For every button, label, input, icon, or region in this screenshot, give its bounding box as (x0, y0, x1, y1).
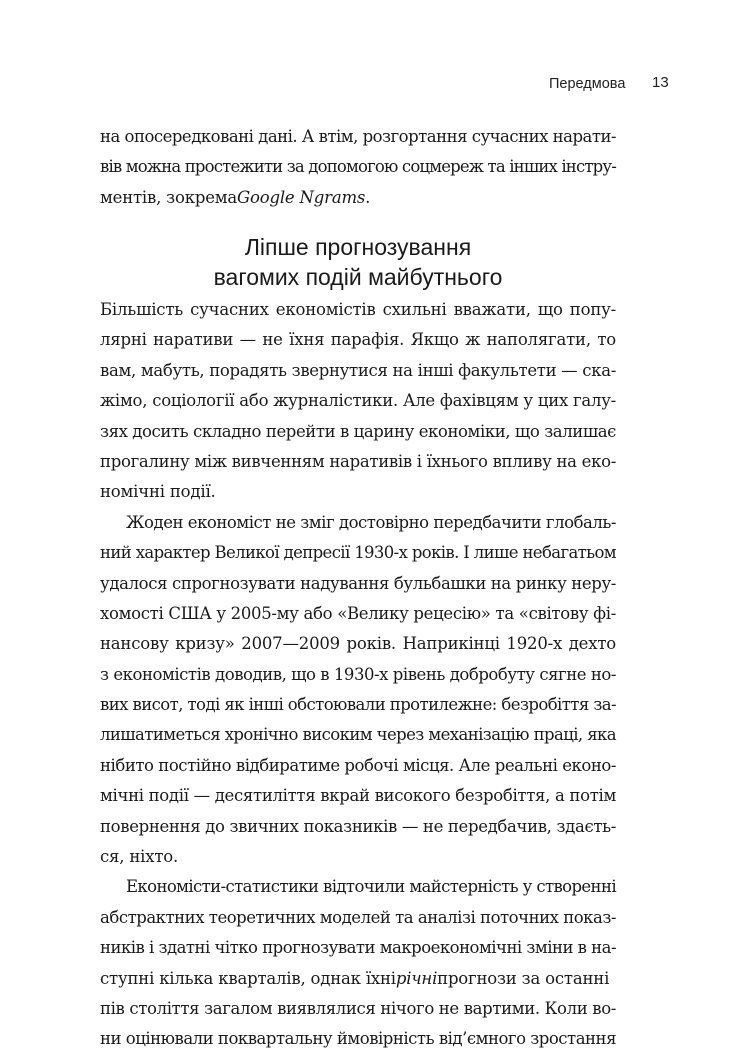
text-line: лярні наративи — не їхня парафія. Якщо ж наполягати, то (100, 330, 616, 350)
running-header-section-title: Передмова (549, 76, 626, 92)
text-line: повернення до звичних показників — не передбачив, здаєть- (100, 816, 616, 836)
text-line: Жоден економіст не зміг достовірно передбачити глобаль- (126, 512, 616, 532)
page-number: 13 (652, 74, 669, 91)
text-line: ників і здатні чітко прогнозувати макроекономічні зміни в на- (100, 938, 616, 958)
text-line: лишатиметься хронічно високим через механізацію праці, яка (100, 725, 616, 745)
text-line: Більшість сучасних економістів схильні вважати, що попу- (100, 300, 616, 319)
text-line: прогалину між вивченням наративів і їхнього впливу на еко- (100, 451, 616, 471)
text-line: нансову кризу» 2007—2009 років. Наприкінці 1920-х дехто (100, 634, 616, 654)
text-line: номічні події. (100, 482, 216, 502)
text-line: з економістів доводив, що в 1930-х рівень добробуту сягне но- (100, 664, 616, 684)
text-line: хомості США у 2005-му або «Велику рецесію» та «світову фі- (100, 603, 616, 623)
italic-term: Google Ngrams (237, 187, 366, 207)
text-line: на опосередковані дані. А втім, розгортання сучасних нарати- (100, 127, 616, 146)
text-line: ся, ніхто. (100, 847, 179, 867)
text-line: ний характер Великої депресії 1930-х років. І лише небагатьом (100, 543, 617, 563)
paragraph-1 (100, 295, 616, 1055)
text-line: вих висот, тоді як інші обстоювали протилежне: безробіття за- (100, 695, 616, 715)
text-line: ментів, зокремаGoogle Ngrams. (100, 187, 371, 207)
text-line: нібито постійно відбиратиме робочі місця. Але реальні еконо- (100, 755, 616, 775)
text-line: пів століття загалом виявлялися нічого не вартими. Коли во- (100, 998, 616, 1018)
text-line: ни оцінювали поквартальну ймовірність від’ємного зростання (100, 1029, 616, 1049)
section-heading: Ліпше прогнозування вагомих подій майбутнього (213, 234, 503, 290)
text-line: вів можна простежити за допомогою соцмереж та інших інстру- (100, 157, 616, 177)
text-line: зях досить складно перейти в царину економіки, що залишає (100, 421, 616, 441)
text-line: удалося спрогнозувати надування бульбашки на ринку неру- (100, 573, 616, 593)
text-line: абстрактних теоретичних моделей та аналізі поточних показ- (100, 907, 616, 927)
italic-word: річні (395, 968, 438, 988)
top-paragraph (100, 122, 616, 213)
text-line: Економісти-статистики відточили майстерність у створенні (126, 877, 616, 897)
text-line: вам, мабуть, порадять звернутися на інші факультети — ска- (100, 360, 616, 380)
text-line: мічні події — десятиліття вкрай високого безробіття, а потім (100, 786, 616, 806)
text-line: ступні кілька кварталів, однак їхнірічніпрогнози за останні (100, 968, 610, 988)
text-line: жімо, соціології або журналістики. Але фахівцям у цих галу- (100, 391, 616, 411)
